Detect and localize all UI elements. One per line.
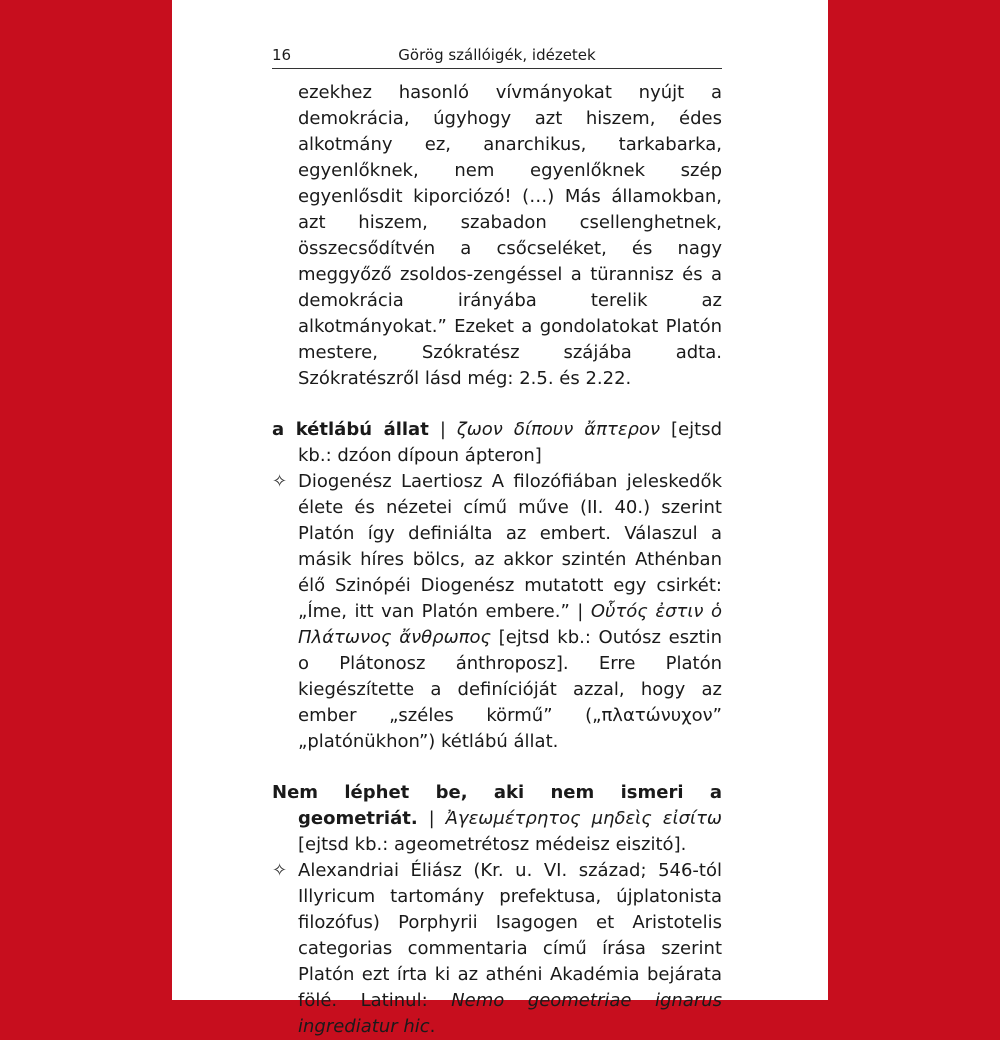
diamond-star-icon: ✧ bbox=[272, 860, 288, 881]
greek-phrase: ζωον δίπουν ἄπτερον bbox=[456, 419, 661, 440]
greek-phrase: Ἀγεωμέτρητος μηδεὶς εἰσίτω bbox=[445, 808, 722, 829]
continuation-paragraph: ezekhez hasonló vívmányokat nyújt a demokrácia, úgyhogy azt hiszem, édes alkotmány ez, anarchikus, tarkabarka, egyenlőknek, nem egyenlőknek szép egyenlősdit kiporciózó! (…) Más államokban, azt hiszem, szabadon csellenghetnek, összecsődítvén a csőcseléket, és nagy meggyőző zsoldos-zengéssel a türannisz és a demokrácia irányába terelik az alkotmányokat.” Ezeket a gondolatokat Platón mestere, Szókratész szájába adta. Szókratészről lásd még: 2.5. és 2.22. bbox=[298, 82, 722, 389]
headword: Nem léphet be, aki nem ismeri a geometriát. bbox=[272, 782, 722, 829]
pronunciation: [ejtsd kb.: dzóon dípoun ápteron] bbox=[298, 419, 723, 466]
page-body bbox=[272, 80, 722, 1040]
note-text-2: [ejtsd kb.: Outósz esztin o Plátonosz ánthroposz]. Erre Platón kiegészítette a definícióját azzal, hogy az ember „széles körmű” („πλατώνυχον” „platónükhon”) kétlábú állat. bbox=[298, 627, 722, 752]
running-header bbox=[272, 46, 722, 69]
entry-geometria bbox=[272, 780, 722, 1040]
pronunciation: [ejtsd kb.: ageometrétosz médeisz eiszitó]. bbox=[298, 834, 687, 855]
note-text-1: Diogenész Laertiosz A filozófiában jeleskedők élete és nézetei című műve (II. 40.) szerint Platón így definiálta az embert. Válaszul a másik híres bölcs, az akkor szintén Athénban élő Szinópéi Diogenész mutatott egy csirkét: „Íme, itt van Platón embere.” | bbox=[298, 471, 722, 622]
separator: | bbox=[417, 808, 446, 829]
note-text-2: . bbox=[429, 1016, 436, 1037]
note-text-1: Alexandriai Éliász (Kr. u. VI. század; 546-tól Illyricum tartomány prefektusa, újplatonista filozófus) Porphyrii Isagogen et Aristotelis categorias commentaria című írása szerint Platón ezt írta ki az athéni Akadémia bejárata fölé. Latinul: bbox=[298, 860, 722, 1011]
note-greek: Οὗτός ἐστιν ὁ Πλάτωνος ἄνθρωπος bbox=[298, 601, 722, 648]
separator: | bbox=[428, 419, 457, 440]
page-number: 16 bbox=[272, 46, 292, 64]
entry-ketlabu-allat bbox=[272, 417, 722, 755]
book-page bbox=[172, 0, 828, 1037]
entry-note bbox=[272, 858, 722, 1040]
entry-heading bbox=[272, 417, 722, 469]
entry-note bbox=[272, 469, 722, 755]
headword: a kétlábú állat bbox=[272, 419, 429, 440]
diamond-star-icon: ✧ bbox=[272, 471, 288, 492]
running-title: Görög szállóigék, idézetek bbox=[398, 46, 596, 64]
entry-heading bbox=[272, 780, 722, 858]
note-latin: Nemo geometriae ignarus ingrediatur hic bbox=[298, 990, 723, 1037]
